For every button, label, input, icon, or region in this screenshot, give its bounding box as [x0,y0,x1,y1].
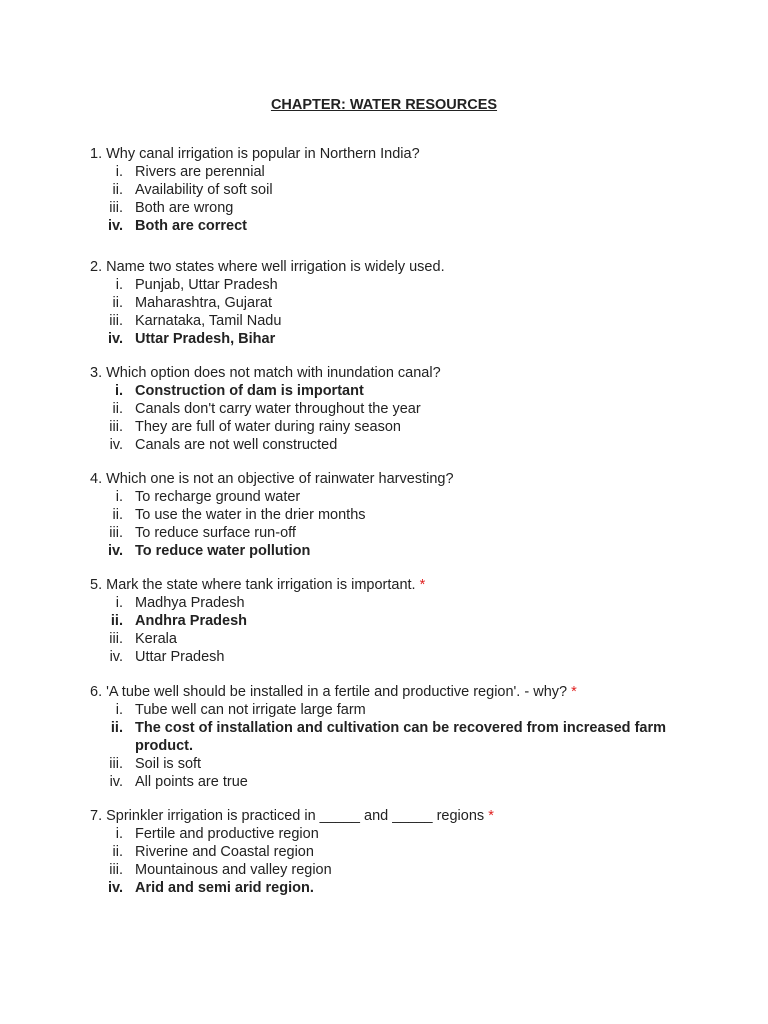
option-text: The cost of installation and cultivation can be recovered from increased farm product. [135,720,666,754]
option [90,199,690,217]
option-number: ii. [110,613,123,629]
option-number: i. [115,702,123,718]
option-text: To reduce surface run-off [135,525,296,541]
question-text [90,258,690,276]
option-text: Canals don't carry water throughout the year [135,401,421,417]
option [90,506,690,524]
page-title: CHAPTER: WATER RESOURCES [270,97,498,113]
option-number: i. [115,489,123,505]
option-number: iii. [109,862,123,878]
option-text: Tube well can not irrigate large farm [135,702,366,718]
option-text: Both are correct [135,218,248,234]
option [90,594,690,612]
option-text: Kerala [135,631,177,647]
option [90,825,690,843]
option-text: Uttar Pradesh [135,649,225,665]
option [90,843,690,861]
option-text: Riverine and Coastal region [135,844,314,860]
option-text: Karnataka, Tamil Nadu [135,313,282,329]
option [90,648,690,666]
option-text: Uttar Pradesh, Bihar [135,331,276,347]
option-text: Availability of soft soil [135,182,273,198]
question-text [90,807,690,825]
question-label: 7. Sprinkler irrigation is practiced in _____ and _____ regions [90,808,485,824]
question-label: 2. Name two states where well irrigation is widely used. [90,259,445,275]
option-number: iv. [107,331,123,347]
option-text: All points are true [135,774,248,790]
question-text [90,576,690,594]
option-text: Arid and semi arid region. [135,880,314,896]
option-number: iii. [109,313,123,329]
option-number: i. [115,164,123,180]
question-label: 3. Which option does not match with inundation canal? [90,365,441,381]
option-number: iv. [109,774,123,790]
question-label: 5. Mark the state where tank irrigation is important. [90,577,416,593]
option-number: iv. [109,649,123,665]
question-label: 4. Which one is not an objective of rainwater harvesting? [90,471,454,487]
question-6 [90,683,690,791]
option [90,861,690,879]
option [90,630,690,648]
option-correct [90,330,690,348]
option-text: Soil is soft [135,756,202,772]
question-1 [90,145,690,235]
option-correct [90,382,690,400]
question-text [90,145,690,163]
option-number: ii. [110,720,123,736]
option-number: iii. [109,631,123,647]
option [90,436,690,454]
question-5 [90,576,690,666]
option-text: Maharashtra, Gujarat [135,295,273,311]
option-text: Fertile and productive region [135,826,319,842]
option-correct [90,879,690,897]
option [90,418,690,436]
option-number: i. [114,383,123,399]
option-correct [90,719,690,755]
option-number: ii. [112,295,123,311]
option-text: Mountainous and valley region [135,862,332,878]
option-text: Construction of dam is important [135,383,364,399]
option [90,773,690,791]
option-number: ii. [112,182,123,198]
option-correct [90,612,690,630]
option-number: iii. [109,200,123,216]
option-number: iii. [109,419,123,435]
option-text: Rivers are perennial [135,164,265,180]
option [90,701,690,719]
option-text: Punjab, Uttar Pradesh [135,277,278,293]
option-number: iv. [107,880,123,896]
option [90,755,690,773]
option-number: iv. [107,543,123,559]
option-correct [90,217,690,235]
option-number: iv. [109,437,123,453]
option [90,488,690,506]
question-label: 6. 'A tube well should be installed in a fertile and productive region'. - why? [90,684,568,700]
option-number: ii. [112,507,123,523]
question-text [90,683,690,701]
option [90,524,690,542]
option-number: i. [115,277,123,293]
option [90,163,690,181]
option [90,400,690,418]
question-text [90,470,690,488]
option [90,294,690,312]
option-text: Canals are not well constructed [135,437,338,453]
option-text: They are full of water during rainy season [135,419,401,435]
question-4 [90,470,690,560]
option-text: To reduce water pollution [135,543,311,559]
required-asterisk: * [419,577,426,593]
option-text: Both are wrong [135,200,234,216]
question-2 [90,258,690,348]
option-text: Andhra Pradesh [135,613,247,629]
option-number: iii. [109,525,123,541]
option-number: iii. [109,756,123,772]
question-7 [90,807,690,897]
option-text: To recharge ground water [135,489,301,505]
required-asterisk: * [488,808,494,824]
option-number: iv. [107,218,123,234]
option-correct [90,542,690,560]
option-number: ii. [112,401,123,417]
option-text: To use the water in the drier months [135,507,366,523]
required-asterisk: * [571,684,577,700]
option-number: i. [115,595,123,611]
option [90,276,690,294]
option-text: Madhya Pradesh [135,595,245,611]
question-3 [90,364,690,454]
option [90,181,690,199]
question-text [90,364,690,382]
question-label: 1. Why canal irrigation is popular in Northern India? [90,146,420,162]
option [90,312,690,330]
option-number: ii. [112,844,123,860]
option-number: i. [115,826,123,842]
